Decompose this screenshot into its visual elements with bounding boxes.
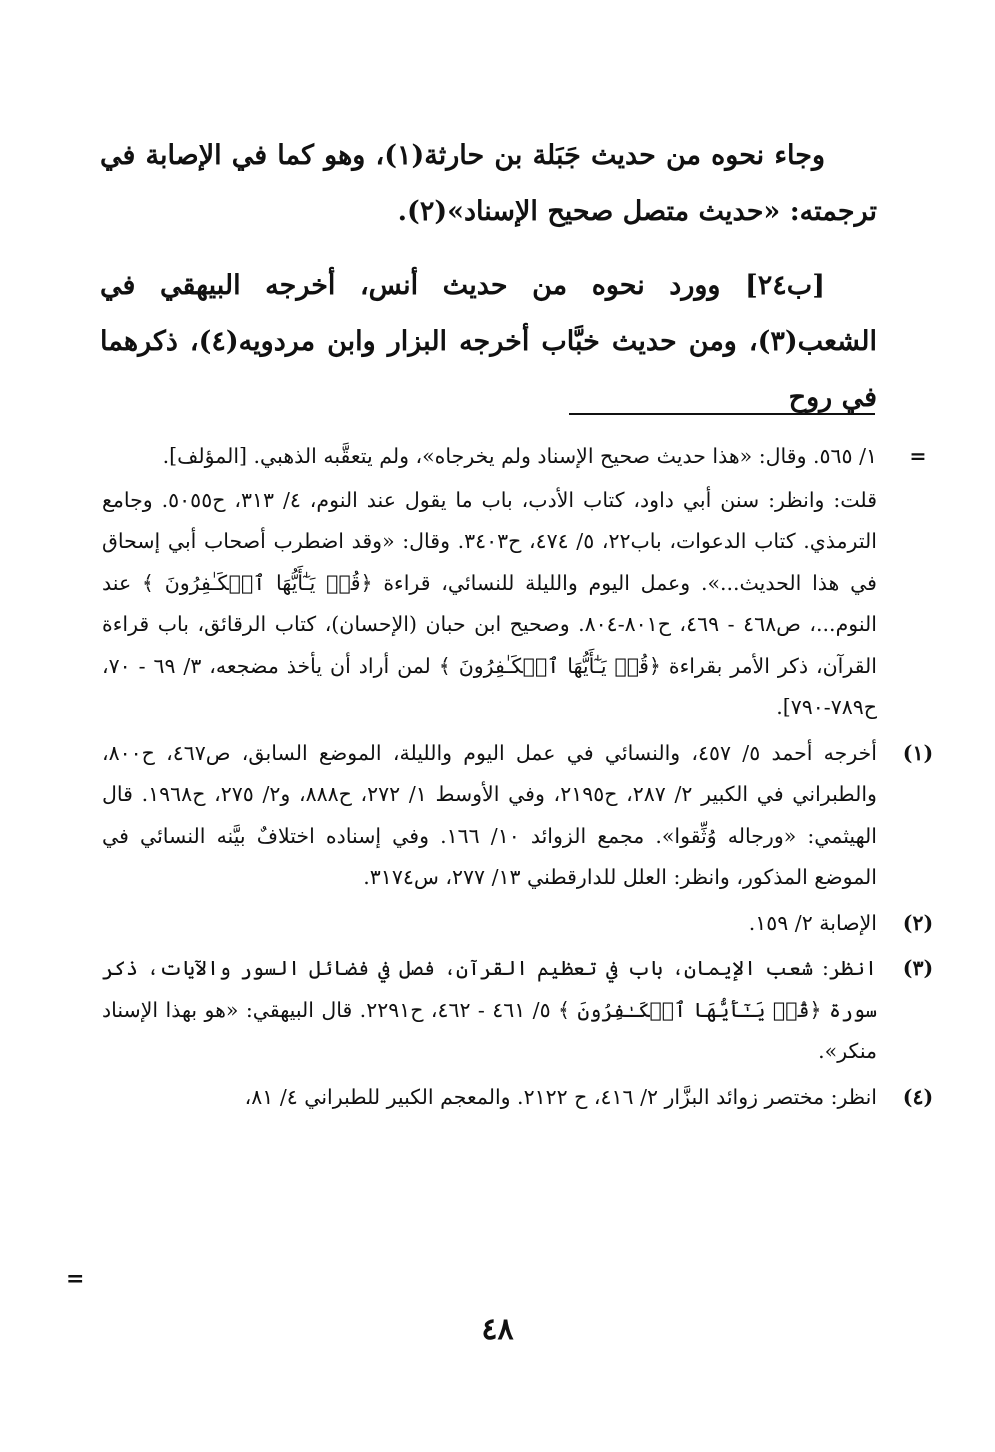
footnote-3 (102, 948, 934, 1073)
continuation-line-1: ١/ ٥٦٥. وقال: «هذا حديث صحيح الإسناد ولم يخرجاه»، ولم يتعقَّبه الذهبي. [المؤلف]. (162, 444, 877, 468)
footnote-text: الإصابة ٢/ ١٥٩. (748, 910, 877, 935)
footnotes (102, 436, 934, 1122)
footnote-marker: (٤) (902, 1084, 934, 1109)
continuation-line-2: قلت: وانظر: سنن أبي داود، كتاب الأدب، باب ما يقول عند النوم، ٤/ ٣١٣، ح٥٠٥٥. وجامع الترمذي. كتاب الدعوات، باب٢٢، ٥/ ٤٧٤، ح٣٤٠٣. وقال: «وقد اضطرب أصحاب أبي إسحاق في هذا الحديث...». وعمل اليوم والليلة للنسائي، قراءة ﴿قُلۡ يَـٰٓأَيُّهَا ٱلۡكَـٰفِرُونَ ﴾ عند النوم...، ص٤٦٨ - ٤٦٩، ح٨٠١-٨٠٤. وصحيح ابن حبان (الإحسان)، كتاب الرقائق، باب قراءة القرآن، ذكر الأمر بقراءة ﴿قُلۡ يَـٰٓأَيُّهَا ٱلۡكَـٰفِرُونَ ﴾ لمن أراد أن يأخذ مضجعه، ٣/ ٦٩ - ٧٠، ح٧٨٩-٧٩٠]. (102, 487, 877, 719)
footnote-1 (102, 733, 934, 899)
footnote-marker: (٣) (902, 956, 934, 980)
footnote-separator (569, 413, 875, 415)
footnote-marker: (١) (902, 740, 934, 765)
continues-marker: = (66, 1266, 85, 1292)
paragraph-1: وجاء نحوه من حديث جَبَلة بن حارثة(١)، وهو كما في الإصابة في ترجمته: «حديث متصل صحيح الإسناد»(٢). (100, 140, 877, 227)
footnote-continuation (102, 436, 927, 729)
footnote-2 (102, 903, 934, 945)
footnote-text: أخرجه أحمد ٥/ ٤٥٧، والنسائي في عمل اليوم والليلة، الموضع السابق، ص٤٦٧، ح٨٠٠، والطبراني في الكبير ٢/ ٢٨٧، ح٢١٩٥، وفي الأوسط ١/ ٢٧٢، ح٨٨٨، و٢/ ٢٧٥، ح١٩٦٨. قال الهيثمي: «ورجاله وُثِّقوا». مجمع الزوائد ١٠/ ١٦٦. وفي إسناده اختلافٌ بيَّنه النسائي في الموضع المذكور، وانظر: العلل للدارقطني ١٣/ ٢٧٧، س٣١٧٤. (102, 740, 877, 889)
main-text (100, 128, 877, 426)
footnote-marker: (٢) (902, 910, 934, 935)
page-number: ٤٨ (481, 1312, 514, 1347)
footnote-text: انظر: شعب الإيمان، باب في تعظيم القرآن، فصل في فضائل السور والآيات، ذكر سورة ﴿قُلۡ يَـٰٓأَيُّهَا ٱلۡكَـٰفِرُونَ ﴾ ٥/ ٤٦١ - ٤٦٢، ح٢٢٩١. قال البيهقي: «هو بهذا الإسناد منكر». (102, 956, 877, 1063)
continuation-marker: = (909, 444, 927, 468)
footnote-text: انظر: مختصر زوائد البزَّار ٢/ ٤١٦، ح ٢١٢٢. والمعجم الكبير للطبراني ٤/ ٨١، (244, 1084, 877, 1109)
footnote-4 (102, 1077, 934, 1119)
paragraph-2: [ب٢٤] وورد نحوه من حديث أنس، أخرجه البيهقي في الشعب(٣)، ومن حديث خبَّاب أخرجه البزار وابن مردويه(٤)، ذكرهما في روح (100, 270, 877, 413)
